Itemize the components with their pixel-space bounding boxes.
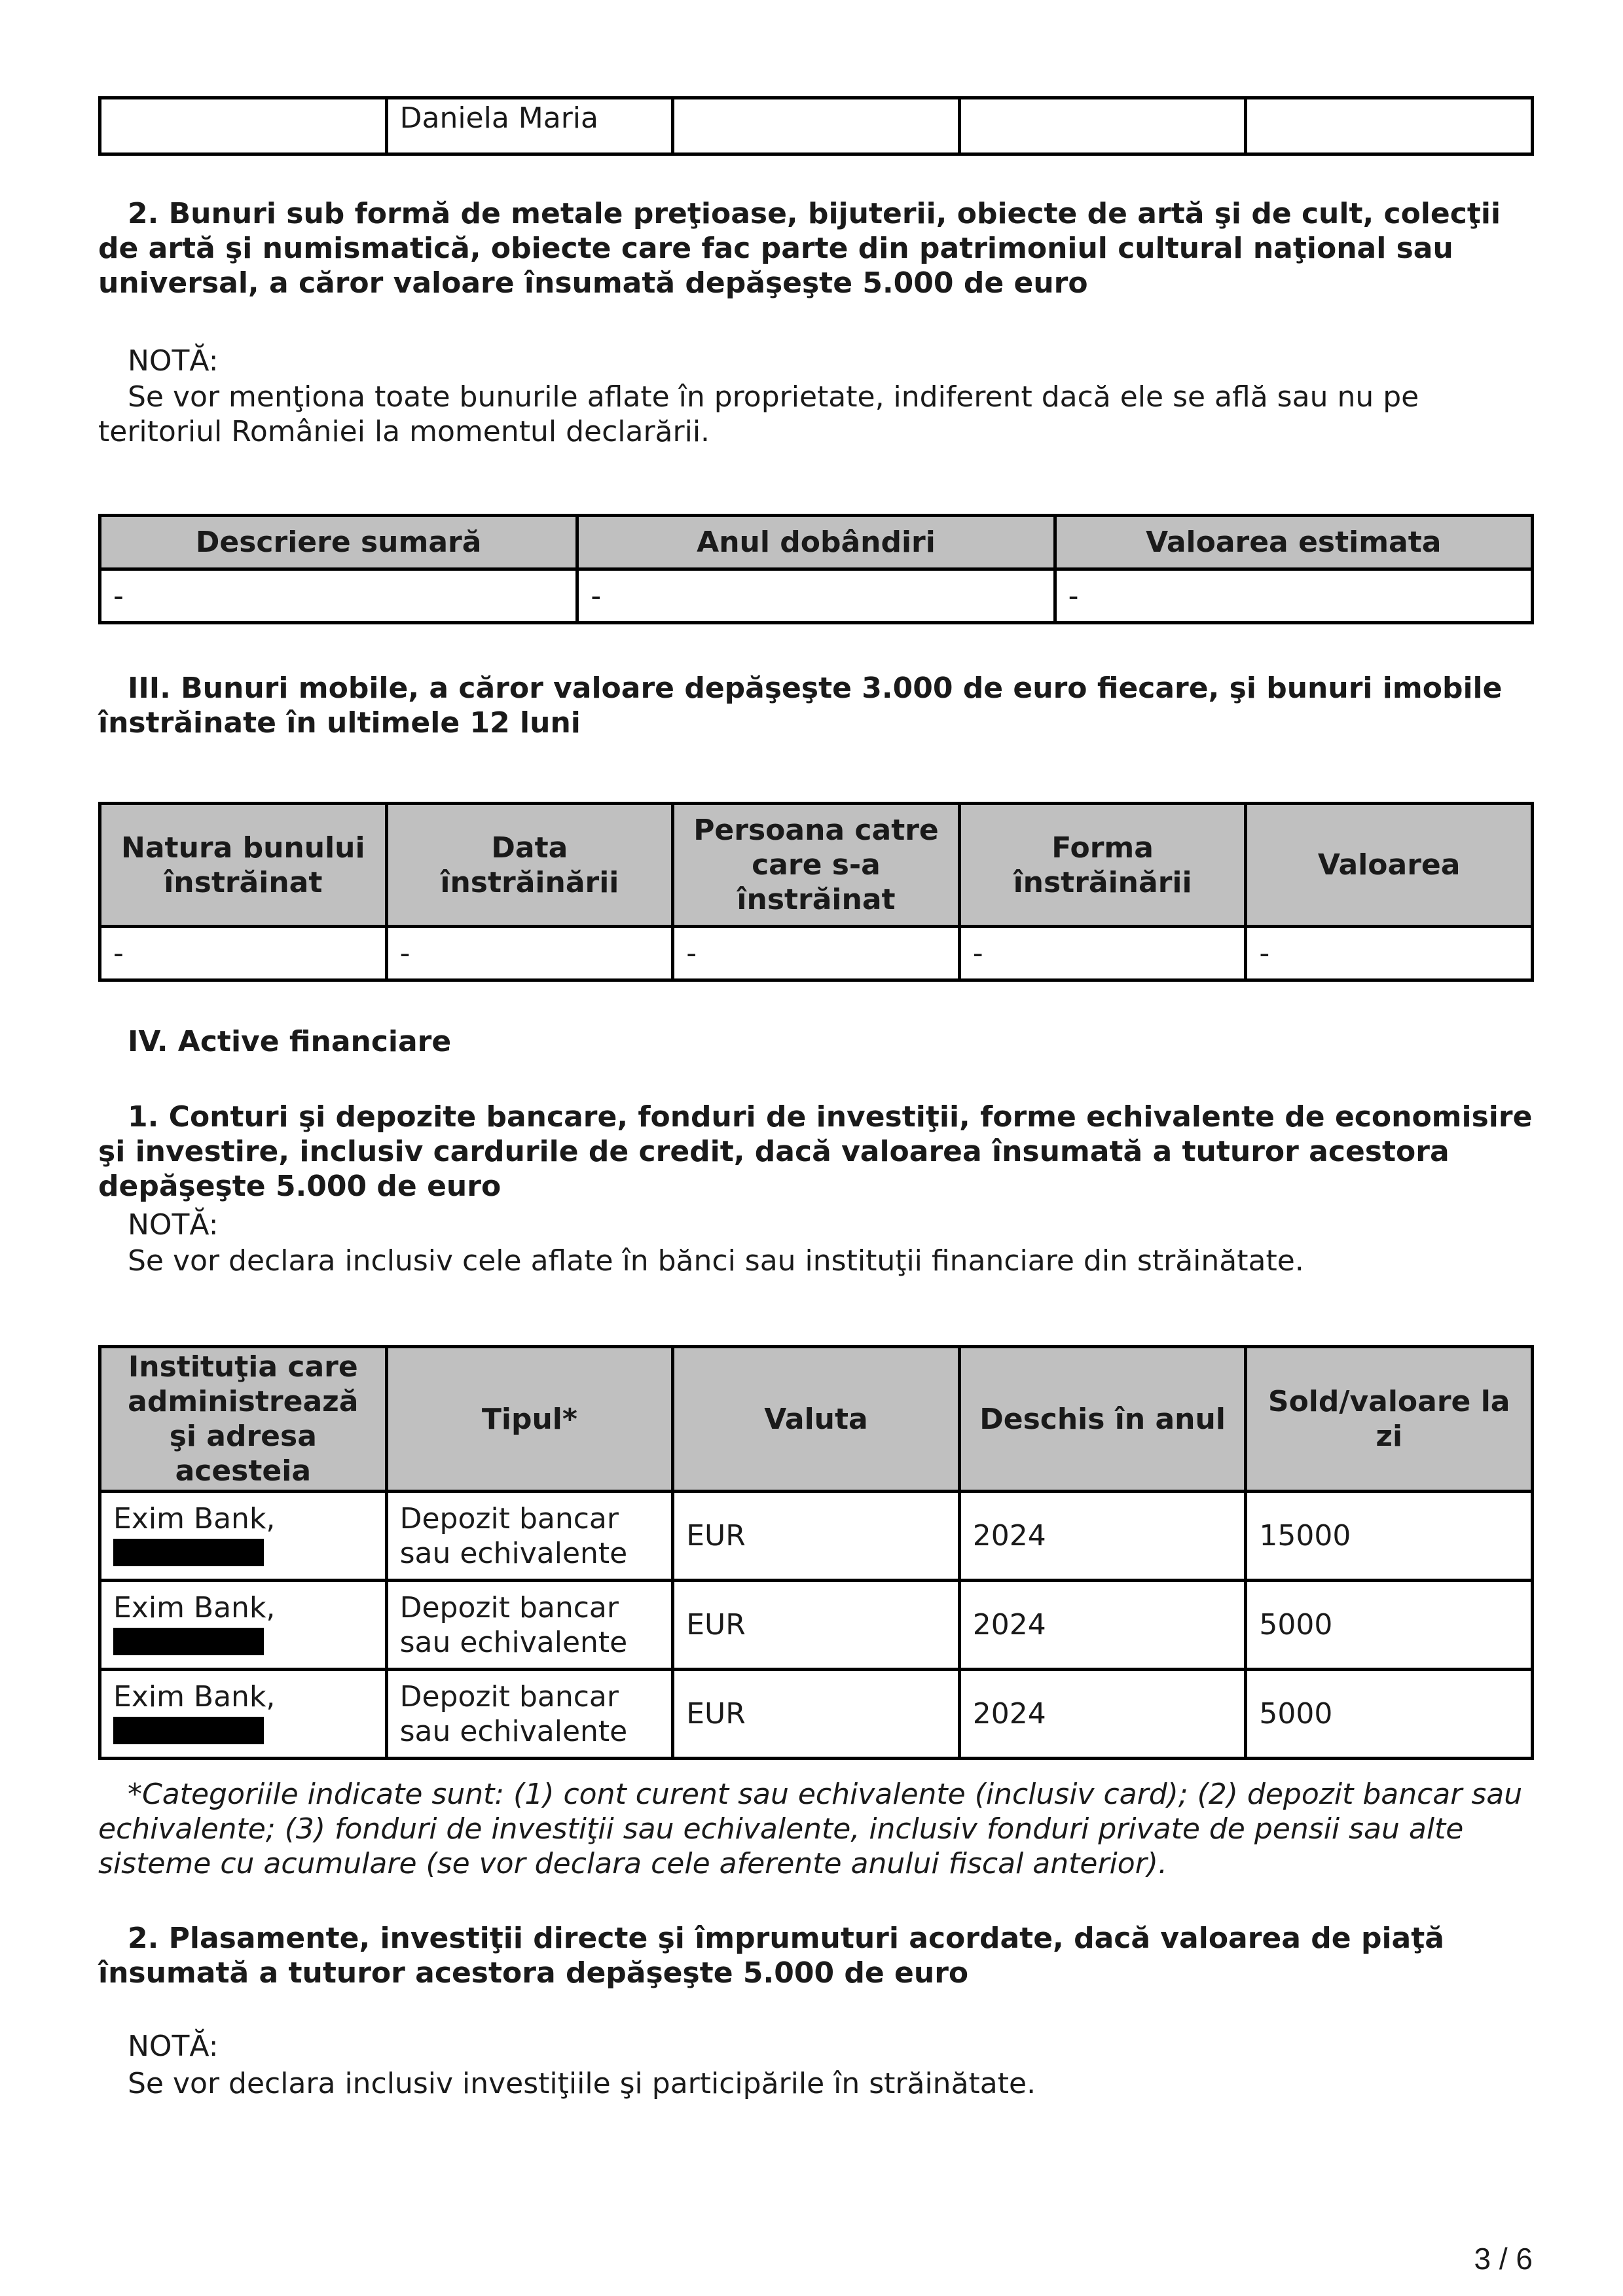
redacted-address (113, 1628, 264, 1655)
table-row (100, 98, 1533, 154)
year-cell: 2024 (959, 1581, 1246, 1670)
year-cell: 2024 (959, 1670, 1246, 1759)
section-4-1-heading: 1. Conturi şi depozite bancare, fonduri de investiţii, forme echivalente de economisire şi investire, inclusiv cardurile de credit, dacă valoarea însumată a tuturor acestora depăşeşte 5.000 de euro (98, 1100, 1533, 1203)
column-header: Valoarea estimata (1055, 516, 1532, 569)
column-header: Tipul* (386, 1347, 673, 1492)
column-header: Forma înstrăinării (959, 804, 1246, 927)
column-header: Persoana catre care s-a înstrăinat (673, 804, 960, 927)
note-label: NOTĂ: (128, 344, 219, 378)
year-cell: 2024 (959, 1492, 1246, 1581)
precious-goods-table (98, 514, 1534, 624)
currency-cell: EUR (673, 1670, 960, 1759)
currency-cell: EUR (673, 1492, 960, 1581)
table-cell: - (386, 927, 673, 980)
table-row (100, 1581, 1533, 1670)
footnote: *Categoriile indicate sunt: (1) cont curent sau echivalente (inclusiv card); (2) depozit bancar sau echivalente; (3) fonduri de investiţii sau echivalente, inclusiv fonduri private de pensii sau alte sisteme cu acumulare (se vor declara cele aferente anului fiscal anterior). (98, 1778, 1523, 1880)
institution-cell (100, 1670, 387, 1759)
table-row (100, 1492, 1533, 1581)
table-cell (959, 98, 1246, 154)
table-header-row (100, 1347, 1533, 1492)
table-row (100, 1670, 1533, 1759)
note-label: NOTĂ: (128, 1208, 219, 1242)
table-cell (673, 98, 960, 154)
table-cell (1246, 98, 1533, 154)
table-cell: - (673, 927, 960, 980)
previous-table-continuation (98, 96, 1534, 156)
table-row (100, 927, 1533, 980)
column-header: Natura bunului înstrăinat (100, 804, 387, 927)
table-header-row (100, 804, 1533, 927)
column-header: Anul dobândiri (577, 516, 1055, 569)
table-cell: - (577, 569, 1055, 623)
table-cell (100, 98, 387, 154)
type-cell: Depozit bancar sau echivalente (386, 1492, 673, 1581)
column-header: Deschis în anul (959, 1347, 1246, 1492)
balance-cell: 5000 (1246, 1581, 1533, 1670)
institution-name: Exim Bank, (113, 1502, 276, 1535)
section-3-heading: III. Bunuri mobile, a căror valoare depăşeşte 3.000 de euro fiecare, şi bunuri imobile înstrăinate în ultimele 12 luni (98, 672, 1503, 740)
balance-cell: 15000 (1246, 1492, 1533, 1581)
redacted-address (113, 1717, 264, 1744)
column-header: Valuta (673, 1347, 960, 1492)
table-cell: - (1055, 569, 1532, 623)
note-text: Se vor menţiona toate bunurile aflate în proprietate, indiferent dacă ele se află sau nu pe teritoriul României la momentul declarării. (98, 380, 1419, 448)
note-text: Se vor declara inclusiv investiţiile şi participările în străinătate. (128, 2067, 1036, 2100)
alienated-goods-table (98, 802, 1534, 982)
column-header: Sold/valoare la zi (1246, 1347, 1533, 1492)
column-header: Valoarea (1246, 804, 1533, 927)
bank-accounts-table (98, 1345, 1534, 1760)
type-cell: Depozit bancar sau echivalente (386, 1581, 673, 1670)
table-header-row (100, 516, 1533, 569)
type-cell: Depozit bancar sau echivalente (386, 1670, 673, 1759)
table-cell-name: Daniela Maria (386, 98, 673, 154)
currency-cell: EUR (673, 1581, 960, 1670)
institution-cell (100, 1581, 387, 1670)
section-2-heading: 2. Bunuri sub formă de metale preţioase, bijuterii, obiecte de artă şi de cult, colecţii de artă şi numismatică, obiecte care fac parte din patrimoniul cultural naţional sau universal, a căror valoare însumată depăşeşte 5.000 de euro (98, 197, 1501, 300)
section-4-heading: IV. Active financiare (128, 1025, 452, 1058)
table-cell: - (1246, 927, 1533, 980)
section-4-2-heading: 2. Plasamente, investiţii directe şi împrumuturi acordate, dacă valoarea de piaţă însumată a tuturor acestora depăşeşte 5.000 de euro (98, 1922, 1444, 1990)
redacted-address (113, 1539, 264, 1566)
note-label: NOTĂ: (128, 2030, 219, 2063)
institution-cell (100, 1492, 387, 1581)
note-text: Se vor declara inclusiv cele aflate în bănci sau instituţii financiare din străinătate. (128, 1244, 1304, 1278)
column-header: Instituţia care administrează şi adresa acesteia (100, 1347, 387, 1492)
table-row (100, 569, 1533, 623)
table-cell: - (100, 569, 577, 623)
column-header: Data înstrăinării (386, 804, 673, 927)
balance-cell: 5000 (1246, 1670, 1533, 1759)
page-number: 3 / 6 (1474, 2242, 1533, 2276)
institution-name: Exim Bank, (113, 1680, 276, 1713)
column-header: Descriere sumară (100, 516, 577, 569)
institution-name: Exim Bank, (113, 1591, 276, 1624)
table-cell: - (959, 927, 1246, 980)
table-cell: - (100, 927, 387, 980)
